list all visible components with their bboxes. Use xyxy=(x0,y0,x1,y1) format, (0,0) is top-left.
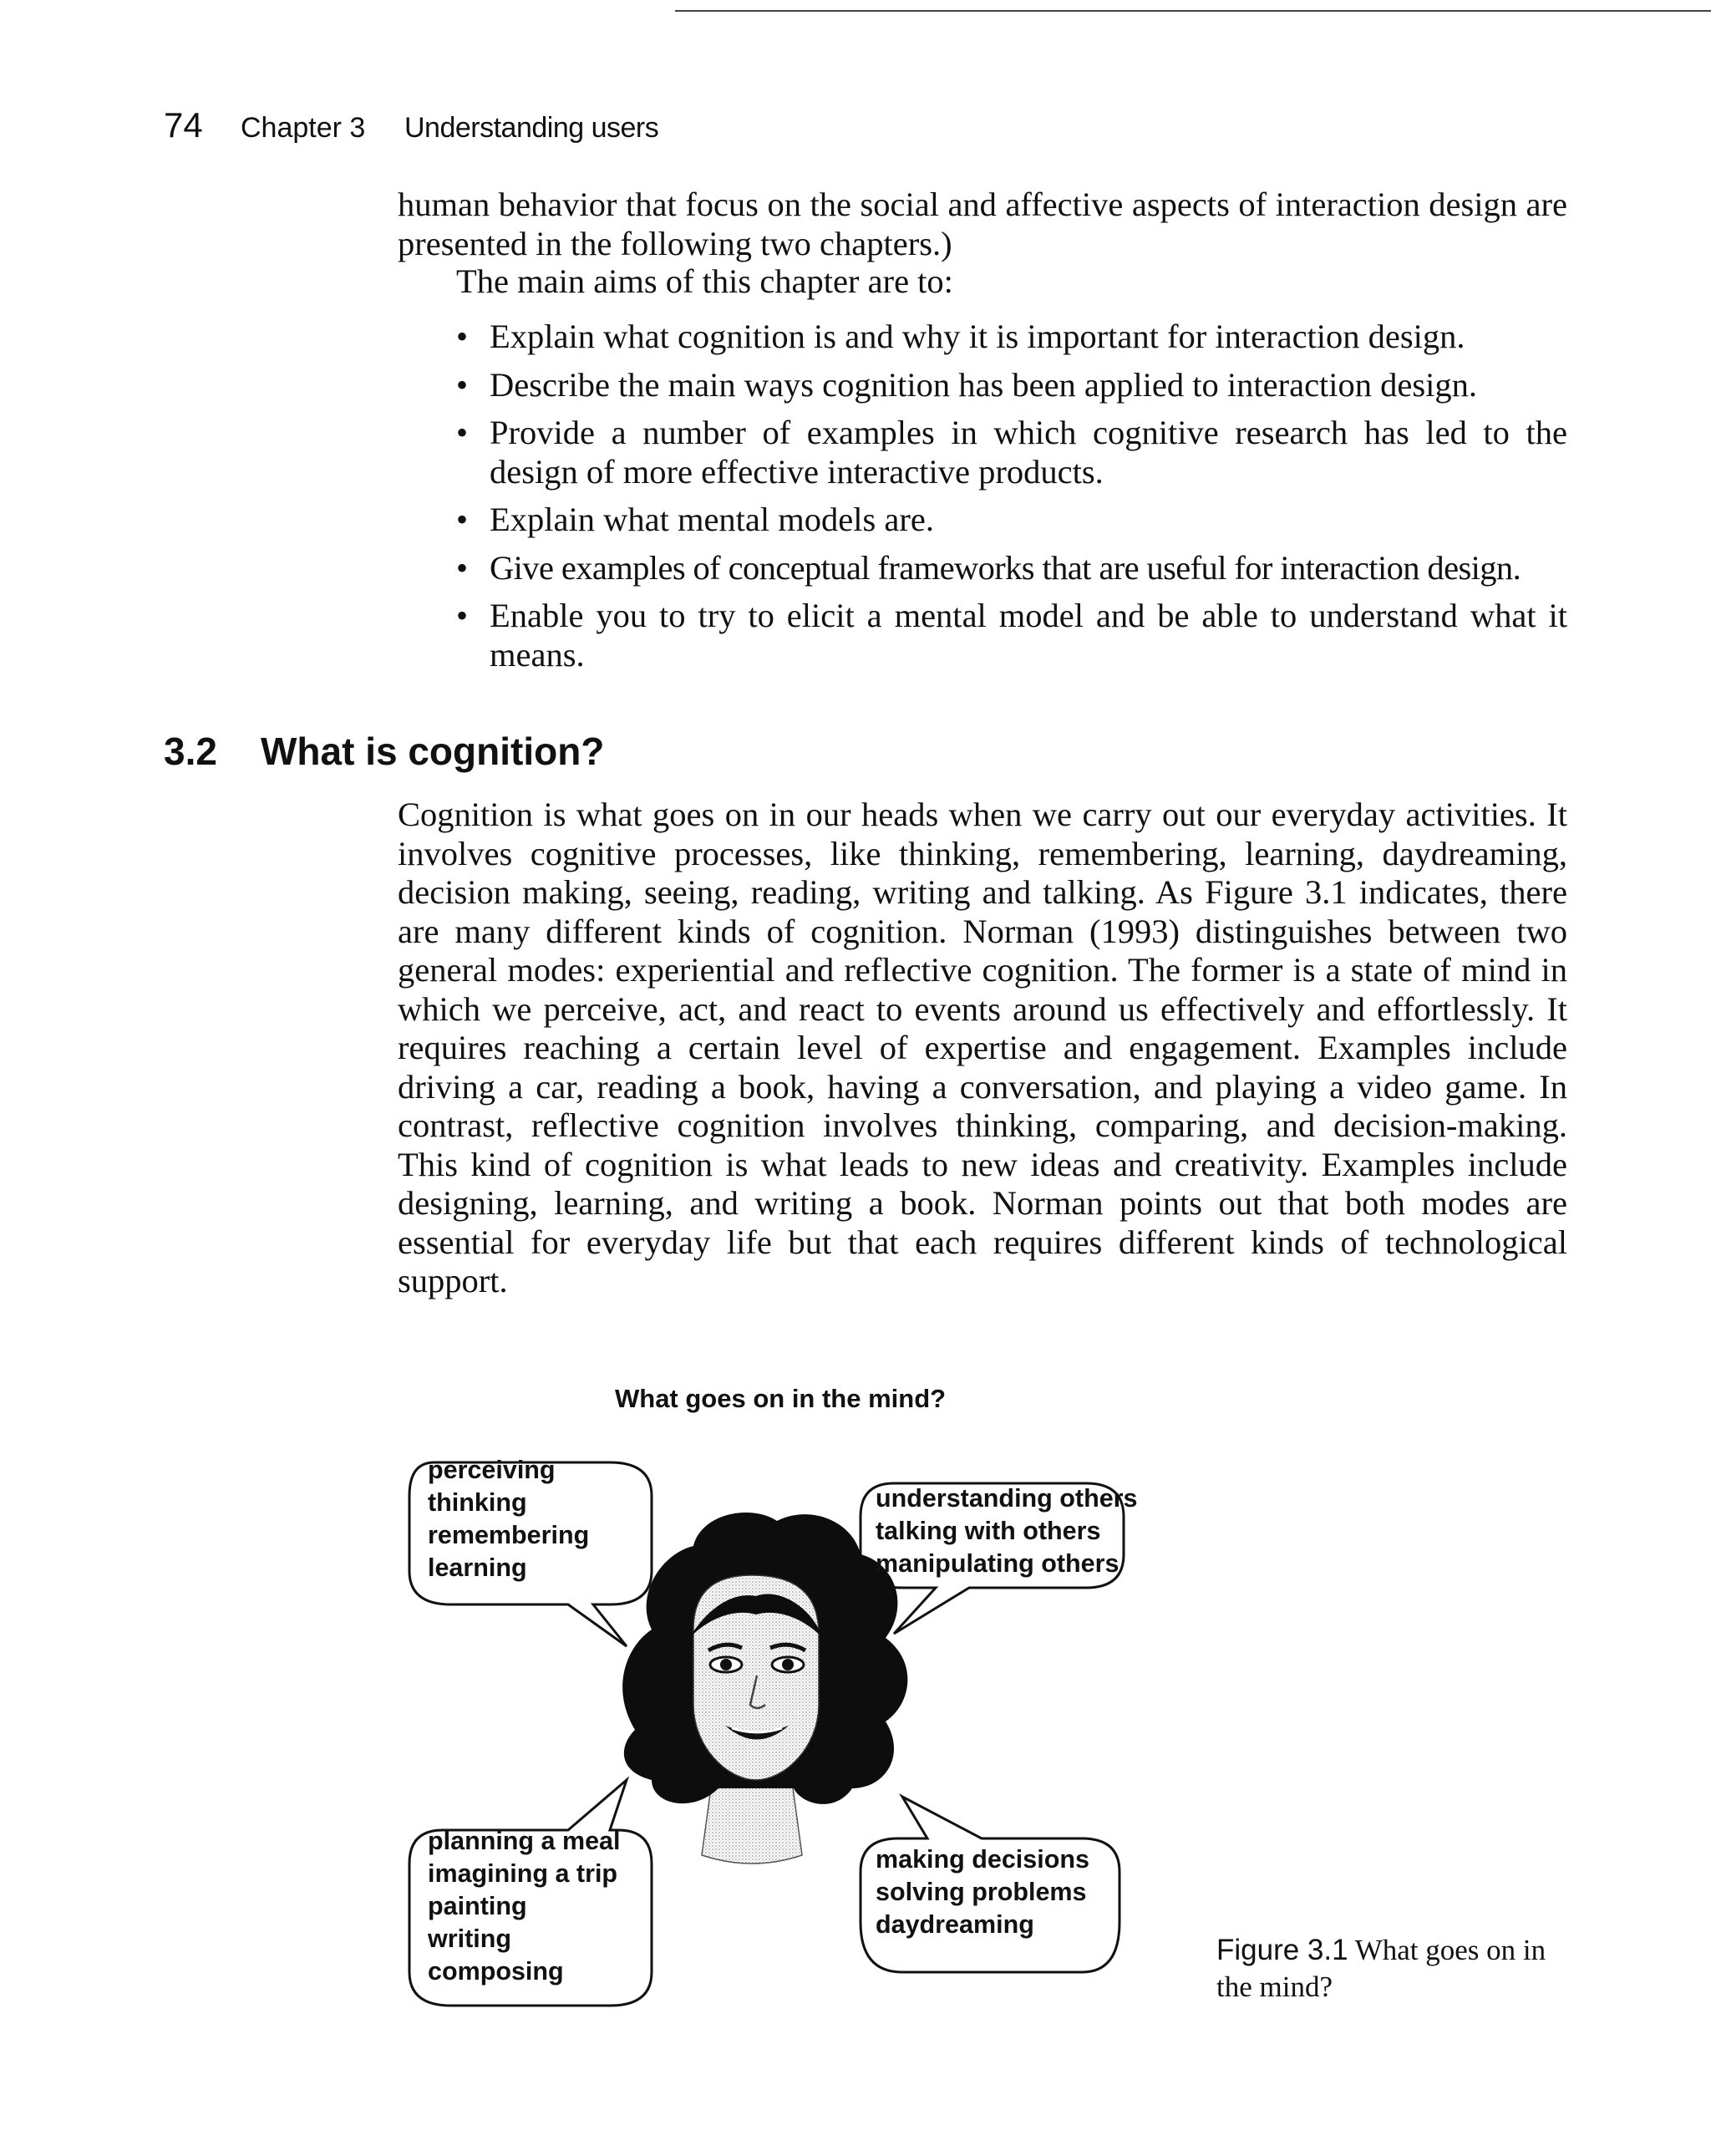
intro-paragraph-text: human behavior that focus on the social and affective aspects of interaction design are presented in the following two chapters.) xyxy=(398,186,1567,262)
list-item xyxy=(456,597,1567,674)
bubble-top-right-text xyxy=(876,1482,1138,1580)
bubble-line: learning xyxy=(428,1553,527,1582)
list-item xyxy=(456,549,1567,588)
bubble-line: talking with others xyxy=(876,1517,1101,1545)
running-head xyxy=(164,105,658,145)
bullet-icon: • xyxy=(456,548,468,587)
list-item xyxy=(456,366,1567,405)
bubble-line: solving problems xyxy=(876,1878,1087,1906)
aims-intro: The main aims of this chapter are to: xyxy=(456,262,953,300)
chapter-label: Chapter 3 xyxy=(241,112,366,144)
figure-title: What goes on in the mind? xyxy=(615,1384,947,1413)
figure-caption-label: Figure 3.1 xyxy=(1216,1934,1348,1966)
bubble-bottom-left-text xyxy=(428,1825,621,1988)
page-number: 74 xyxy=(164,105,203,145)
intro-paragraph xyxy=(398,186,1567,263)
list-item-text: Give examples of conceptual frameworks that are useful for interaction design. xyxy=(490,548,1521,587)
list-item xyxy=(456,501,1567,540)
aims-list xyxy=(456,318,1567,684)
list-item-text: Explain what mental models are. xyxy=(490,501,934,538)
bubble-line: daydreaming xyxy=(876,1910,1034,1939)
cognition-paragraph xyxy=(398,796,1567,1301)
list-item-text: Provide a number of examples in which cognitive research has led to the design of more effective interactive products. xyxy=(490,414,1567,491)
bubble-bottom-right-text xyxy=(876,1843,1089,1941)
section-number: 3.2 xyxy=(164,730,217,773)
bullet-icon: • xyxy=(456,597,469,634)
list-item-text: Enable you to try to elicit a mental model and be able to understand what it means. xyxy=(490,597,1567,674)
bubble-line: thinking xyxy=(428,1488,527,1517)
bubble-line: understanding others xyxy=(876,1484,1138,1513)
figure-caption-text: What goes on in the mind? xyxy=(1216,1934,1546,2003)
bubble-line: writing xyxy=(428,1925,511,1953)
section-heading xyxy=(164,729,604,774)
list-item xyxy=(456,414,1567,491)
bullet-icon: • xyxy=(456,414,469,451)
bubble-line: manipulating others xyxy=(876,1549,1120,1578)
section-title: What is cognition? xyxy=(261,730,605,773)
bubble-line: making decisions xyxy=(876,1845,1089,1874)
top-rule xyxy=(675,10,1711,12)
bullet-icon: • xyxy=(456,365,469,404)
bubble-line: planning a meal xyxy=(428,1827,621,1855)
list-item-text: Explain what cognition is and why it is important for interaction design. xyxy=(490,318,1465,355)
figure-caption xyxy=(1216,1932,1584,2006)
bubble-line: painting xyxy=(428,1892,527,1920)
woman-portrait-icon xyxy=(622,1513,907,1864)
chapter-title: Understanding users xyxy=(404,112,659,144)
bullet-icon: • xyxy=(456,318,469,355)
bubble-line: remembering xyxy=(428,1521,590,1549)
list-item-text: Describe the main ways cognition has been applied to interaction design. xyxy=(490,365,1478,404)
bubble-line: imagining a trip xyxy=(428,1859,618,1888)
bubble-line: perceiving xyxy=(428,1456,556,1484)
list-item xyxy=(456,318,1567,357)
cognition-paragraph-text: Cognition is what goes on in our heads when we carry out our everyday activities. It involves cognitive processes, like thinking, remembering, learning, daydreaming, decision making, seeing, reading, writing and talking. As Figure 3.1 indicates, there are many different kinds of cognition. Norman (1993) distinguishes between two general modes: experiential and reflective cognition. The former is a state of mind in which we perceive, act, and react to events around us effectively and effortlessly. It requires reaching a certain level of expertise and engagement. Examples include driving a car, reading a book, having a conversation, and playing a video game. In contrast, reflective cognition involves thinking, comparing, and decision-making. This kind of cognition is what leads to new ideas and creativity. Examples include designing, learning, and writing a book. Norman points out that both modes are essential for everyday life but that each requires different kinds of technological support. xyxy=(398,796,1567,1299)
bubble-top-left-text xyxy=(428,1454,589,1584)
bubble-line: composing xyxy=(428,1957,564,1986)
bullet-icon: • xyxy=(456,501,469,538)
